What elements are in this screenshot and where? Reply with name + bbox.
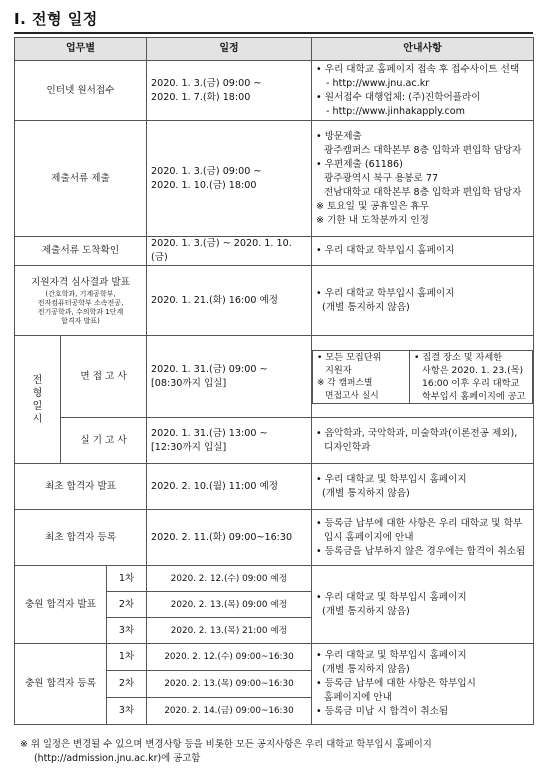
table-row xyxy=(15,566,534,592)
round-label: 2차 xyxy=(107,592,147,618)
notes-arrival: • 우리 대학교 학부입시 홈페이지 xyxy=(312,237,534,266)
footnote-link[interactable]: (http://admission.jnu.ac.kr)에 공고함 xyxy=(34,753,201,764)
header-notes: 안내사항 xyxy=(312,38,534,61)
page-title: Ⅰ. 전형 일정 xyxy=(14,10,98,28)
schedule-arrival: 2020. 1. 3.(금) ~ 2020. 1. 10.(금) xyxy=(147,237,312,266)
row-label-online: 인터넷 원서접수 xyxy=(15,61,147,121)
table-header-row xyxy=(15,38,534,61)
footnote: ※ 위 일정은 변경될 수 있으며 변경사항 등을 비롯한 모든 공지사항은 우리 대학교 학부입시 홈페이지 (http://admission.jnu.ac.kr)에 공고함 xyxy=(20,738,527,766)
header-category: 업무별 xyxy=(15,38,147,61)
link-jinhakapply[interactable]: - http://www.jinhakapply.com xyxy=(326,105,465,117)
schedule-table xyxy=(14,37,534,725)
schedule-extra-register-2: 2020. 2. 13.(목) 09:00~16:30 xyxy=(147,671,312,698)
notes-extra-register: • 우리 대학교 및 학부입시 홈페이지 (개별 통지하지 않음) • 등록금 납부에 대한 사항은 학부입시 홈페이지에 안내 • 등록금 미납 시 합격이 취소됨 xyxy=(312,644,534,725)
row-label-arrival: 제출서류 도착확인 xyxy=(15,237,147,266)
row-label-docs: 제출서류 제출 xyxy=(15,121,147,237)
table-row xyxy=(15,237,534,266)
row-label-extra-announce: 충원 합격자 발표 xyxy=(15,566,107,644)
header-schedule: 일정 xyxy=(147,38,312,61)
link-jnu[interactable]: - http://www.jnu.ac.kr xyxy=(326,77,430,89)
notes-extra-announce: • 우리 대학교 및 학부입시 홈페이지 (개별 통지하지 않음) xyxy=(312,566,534,644)
row-label-extra-register: 충원 합격자 등록 xyxy=(15,644,107,725)
round-label: 3차 xyxy=(107,618,147,644)
schedule-qualification: 2020. 1. 21.(화) 16:00 예정 xyxy=(147,266,312,336)
notes-practical: • 음악학과, 국악학과, 미술학과(이론전공 제외), 디자인학과 xyxy=(312,418,534,464)
schedule-practical: 2020. 1. 31.(금) 13:00 ~ [12:30까지 입실] xyxy=(147,418,312,464)
table-row xyxy=(15,418,534,464)
row-label-final-announce: 최초 합격자 발표 xyxy=(15,464,147,510)
round-label: 1차 xyxy=(107,566,147,592)
table-row xyxy=(15,61,534,121)
round-label: 3차 xyxy=(107,698,147,725)
schedule-docs: 2020. 1. 3.(금) 09:00 ~ 2020. 1. 10.(금) 18:00 xyxy=(147,121,312,237)
notes-final-register: • 등록금 납부에 대한 사항은 우리 대학교 및 학부 입시 홈페이지에 안내 • 등록금을 납부하지 않은 경우에는 합격이 취소됨 xyxy=(312,510,534,566)
schedule-extra-register-3: 2020. 2. 14.(금) 09:00~16:30 xyxy=(147,698,312,725)
table-row xyxy=(15,644,534,671)
round-label: 1차 xyxy=(107,644,147,671)
schedule-final-announce: 2020. 2. 10.(월) 11:00 예정 xyxy=(147,464,312,510)
notes-qualification: • 우리 대학교 학부입시 홈페이지 (개별 통지하지 않음) xyxy=(312,266,534,336)
notes-online: • 우리 대학교 홈페이지 접속 후 접수사이트 선택 - http://www.jnu.ac.kr • 원서접수 대행업체: (주)진학어플라이 - http://www.jinhakapply.com xyxy=(312,61,534,121)
schedule-extra-announce-1: 2020. 2. 12.(수) 09:00 예정 xyxy=(147,566,312,592)
schedule-extra-announce-2: 2020. 2. 13.(목) 09:00 예정 xyxy=(147,592,312,618)
row-label-qualification: 지원자격 심사결과 발표 (간호학과, 기계공학부, 전자컴퓨터공학부 소속전공, 전기공학과, 수의학과 1단계 합격자 발표) xyxy=(15,266,147,336)
schedule-extra-announce-3: 2020. 2. 13.(목) 21:00 예정 xyxy=(147,618,312,644)
round-label: 2차 xyxy=(107,671,147,698)
table-row xyxy=(15,266,534,336)
notes-docs: • 방문제출 광주캠퍼스 대학본부 8층 입학과 편입학 담당자 • 우편제출 (61186) 광주광역시 북구 용봉로 77 전남대학교 대학본부 8층 입학과 편입학 담당자 ※ 토요일 및 공휴일은 휴무 ※ 기한 내 도착분까지 인정 xyxy=(312,121,534,237)
schedule-extra-register-1: 2020. 2. 12.(수) 09:00~16:30 xyxy=(147,644,312,671)
table-row xyxy=(15,464,534,510)
table-row xyxy=(15,336,534,418)
notes-interview-right: • 집결 장소 및 자세한 사항은 2020. 1. 23.(목) 16:00 이후 우리 대학교 학부입시 홈페이지에 공고 xyxy=(410,350,533,403)
table-row xyxy=(15,510,534,566)
schedule-interview: 2020. 1. 31.(금) 09:00 ~ [08:30까지 입실] xyxy=(147,336,312,418)
table-row xyxy=(15,121,534,237)
row-label-interview: 면 접 고 사 xyxy=(61,336,147,418)
notes-interview-left: • 모든 모집단위 지원자 ※ 각 캠퍼스별 면접고사 실시 xyxy=(313,350,410,403)
row-label-practical: 실 기 고 사 xyxy=(61,418,147,464)
notes-interview xyxy=(312,336,534,418)
row-label-final-register: 최초 합격자 등록 xyxy=(15,510,147,566)
schedule-online: 2020. 1. 3.(금) 09:00 ~ 2020. 1. 7.(화) 18:00 xyxy=(147,61,312,121)
notes-final-announce: • 우리 대학교 및 학부입시 홈페이지 (개별 통지하지 않음) xyxy=(312,464,534,510)
title-underline xyxy=(14,32,533,34)
row-label-exam-group: 전 형 일 시 xyxy=(15,336,61,464)
schedule-final-register: 2020. 2. 11.(화) 09:00~16:30 xyxy=(147,510,312,566)
